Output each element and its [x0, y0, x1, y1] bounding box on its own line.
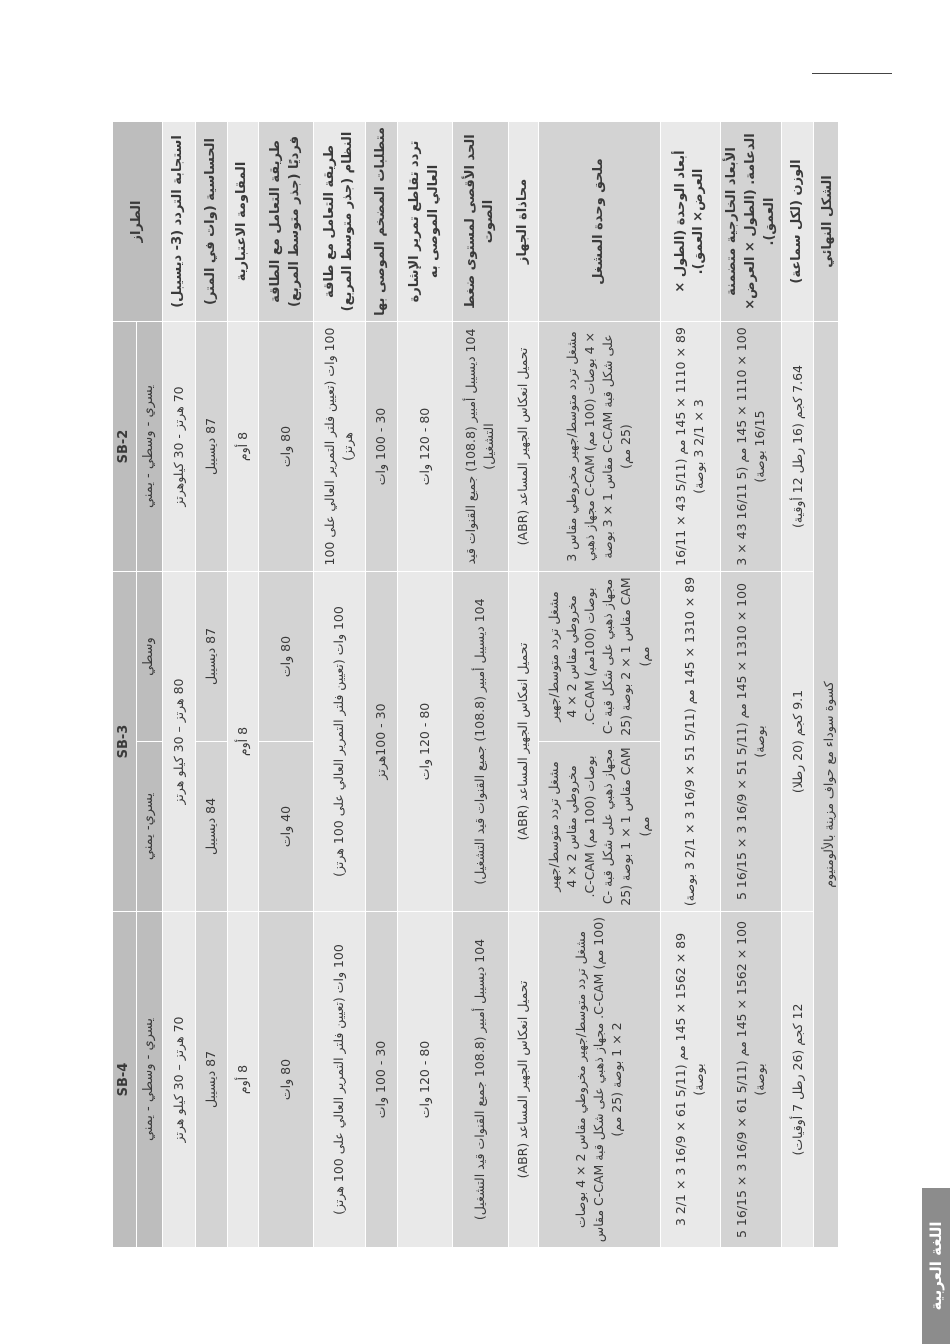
sb2-max-spl: 104 ديسيبل أمبير (108.8) جميع القنوات قيد التشغيل) [452, 322, 508, 572]
spec-table [112, 122, 838, 1248]
label-finish: الشكل النهائي [814, 122, 838, 322]
sb3-dimensions-external: 100 × 1310 × 145 مم (5/11 51 × 16/9 3 × 16/15 5 بوصة) [720, 572, 782, 912]
sb4-dimensions: 89 × 1562 × 145 مم (5/11 61 × 16/9 3 × 2/1 3 بوصة) [660, 912, 720, 1248]
label-dimensions: أبعاد الوحدة (الطول × العرض× العمق). [660, 122, 720, 322]
language-tab [922, 1188, 950, 1344]
sb3-amplifier: 30 - 100هرتز [365, 572, 397, 912]
spec-table-frame [112, 122, 838, 1248]
sb3-crossover: 80 - 120 وات [397, 572, 452, 912]
header-sb3: SB-3 [113, 572, 137, 912]
sb4-weight: 12 كجم (26 رطل 7 أوقيات) [782, 912, 814, 1248]
sb2-dimensions-external: 100 × 1110 × 145 مم (5 16/11 43 × 3 16/15 بوصة) [720, 322, 782, 572]
sb4-max-spl: 104 ديسيبل أمبير (108.8 جميع القنوات قيد التشغيل) [452, 912, 508, 1248]
sb3-dimensions: 89 × 1310 × 145 مم (5/11 51 × 16/9 3 × 2/1 3 بوصة) [660, 572, 720, 912]
label-dimensions-external: الأبعاد الخارجية متضمنة الدعامة. (الطول × العرض× العمق). [720, 122, 782, 322]
channel-sb2: يسري - وسطي - يمني [136, 322, 162, 572]
label-amplifier: متطلبات المضخم الموصى بها [365, 122, 397, 322]
label-alignment: محاذاة الجهاز [508, 122, 538, 322]
spec-table-rotated [112, 122, 838, 1248]
label-power-single: طريقة التعامل مع الطاقة فرديًا (جذر متوسط المربع) [258, 122, 313, 322]
channel-sb3-lr: يسري- يمني [136, 742, 162, 912]
sb4-alignment: تحميل انعكاس الجهير المساعد (ABR) [508, 912, 538, 1248]
label-power-system: طريقة التعامل مع طاقة النظام (جذر متوسط المربع) [313, 122, 365, 322]
sb2-frequency: 70 هرتز - 30 كيلوهرتز [162, 322, 195, 572]
sb4-dimensions-external: 100 × 1562 × 145 مم (5/11 61 × 16/9 3 × 16/15 5 بوصة) [720, 912, 782, 1248]
sb3-frequency: 80 هرتز – 30 كيلو هرتز [162, 572, 195, 912]
label-drivers: ملحق وحدة المشغل [538, 122, 660, 322]
finish-value: كسوة سوداء مع حواف مزينة بالألومنيوم [814, 322, 838, 1248]
sb2-impedance: 8 أوم [227, 322, 258, 572]
sb2-crossover: 80 - 120 وات [397, 322, 452, 572]
sb2-drivers: مشغل تردد متوسط/جهير مخروطي مقاس 3 × 4 بوصات (100 مم) C-CAM مجهاز ذهبي على شكل قبة C-CAM مقاس 1 × 3 بوصة (25 مم) [538, 322, 660, 572]
sb2-alignment: تحميل انعكاس الجهير المساعد (ABR) [508, 322, 538, 572]
label-weight: الوزن (لكل سماعة) [782, 122, 814, 322]
label-frequency: استجابة التردد (3- ديسيبل) [162, 122, 195, 322]
sb2-dimensions: 89 × 1110 × 145 مم (5/11 43 × 16/11 3 × 2/1 3 بوصة) [660, 322, 720, 572]
sb3-weight: 9.1 كجم (20 رطلا) [782, 572, 814, 912]
sb3-power-single-lr: 40 وات [258, 742, 313, 912]
sb4-drivers: مشغل تردد متوسط/جهير مخروطي مقاس 2 × 4 بوصات (100 مم) C-CAM. مجهاز ذهبي على شكل قبة C-CAM مقاس 2 × 1 بوصة (25 مم) [538, 912, 660, 1248]
sb4-power-single: 80 وات [258, 912, 313, 1248]
sb4-sensitivity: 87 ديسيبل [195, 912, 227, 1248]
channel-sb4: يسري - وسطي - يمني [136, 912, 162, 1248]
sb3-sensitivity-center: 87 ديسيبل [195, 572, 227, 742]
label-sensitivity: الحساسية (وات في المتر) [195, 122, 227, 322]
sb4-amplifier: 30 - 100 وات [365, 912, 397, 1248]
sb2-weight: 7.64 كجم (16 رطل 12 أوقية) [782, 322, 814, 572]
sb4-frequency: 70 هرتز – 30 كيلو هرتز [162, 912, 195, 1248]
label-crossover: تردد تقاطع تمرير الإشارة العالي الموصى به [397, 122, 452, 322]
sb3-sensitivity-lr: 84 ديسيبل [195, 742, 227, 912]
header-sb4: SB-4 [113, 912, 137, 1248]
header-sb2: SB-2 [113, 322, 137, 572]
sb3-alignment: تحميل انعكاس الجهير المساعد (ABR) [508, 572, 538, 912]
channel-sb3-center: وسطي [136, 572, 162, 742]
header-model: الطراز [113, 122, 163, 322]
sb3-impedance: 8 أوم [227, 572, 258, 912]
sb3-drivers-lr: مشغل تردد متوسط/جهير مخروطي مقاس 2 × 4 بوصات (100 مم) C-CAM. مجهاز ذهبي على شكل قبة C-CAM مقاس 1 × 1 بوصة (25 مم) [538, 742, 660, 912]
sb2-power-single: 80 وات [258, 322, 313, 572]
label-max-spl: الحد الأقصى لمستوى ضغط الصوت [452, 122, 508, 322]
sb2-amplifier: 30 - 100 وات [365, 322, 397, 572]
sb3-max-spl: 104 ديسيبل أمبير (108.8) جميع القنوات قيد التشغيل) [452, 572, 508, 912]
sb4-power-system: 100 وات (تعيين فلتر التمرير العالي على 100 هرتز) [313, 912, 365, 1248]
sb2-sensitivity: 87 ديسيبل [195, 322, 227, 572]
sb3-power-single-center: 80 وات [258, 572, 313, 742]
sb3-power-system: 100 وات (تعيين فلتر التمرير العالي على 100 هرتز) [313, 572, 365, 912]
header-rule [812, 73, 892, 74]
sb4-impedance: 8 أوم [227, 912, 258, 1248]
language-tab-label: اللغة العربية [927, 1221, 945, 1311]
sb2-power-system: 100 وات (تعيين فلتر التمرير العالي على 100 هرتز) [313, 322, 365, 572]
sb3-drivers-center: مشغل تردد متوسط/جهير مخروطي مقاس 2 × 4 بوصات (100مم) C-CAM. مجهاز ذهبي على شكل قبة C-CAM مقاس 1 × 2 بوصة (25 مم) [538, 572, 660, 742]
sb4-crossover: 80 - 120 وات [397, 912, 452, 1248]
label-impedance: المقاومة الاعتبارية [227, 122, 258, 322]
